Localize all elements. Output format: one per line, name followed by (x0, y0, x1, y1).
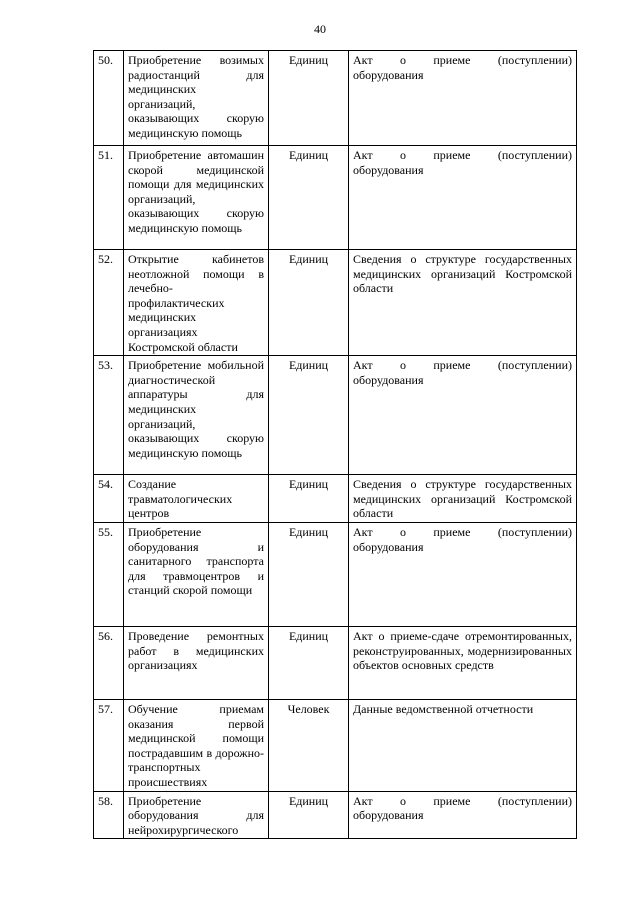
indicators-table (93, 50, 577, 839)
row-number: 53. (94, 356, 124, 475)
row-number: 55. (94, 522, 124, 626)
row-number: 52. (94, 250, 124, 356)
indicator-name: Создание травматологических центров (124, 475, 269, 523)
unit-of-measure: Человек (269, 699, 349, 791)
indicator-name: Приобретение оборудования для нейрохирургического (124, 791, 269, 839)
row-number: 50. (94, 51, 124, 146)
table-row (94, 51, 577, 146)
table-row (94, 475, 577, 523)
table-row (94, 250, 577, 356)
table-row (94, 146, 577, 250)
table-row (94, 791, 577, 839)
unit-of-measure: Единиц (269, 475, 349, 523)
source-document: Акт о приеме (поступлении) оборудования (349, 146, 577, 250)
indicator-name: Проведение ремонтных работ в медицинских организациях (124, 626, 269, 699)
source-document: Данные ведомственной отчетности (349, 699, 577, 791)
source-document: Акт о приеме (поступлении) оборудования (349, 522, 577, 626)
table-row (94, 356, 577, 475)
row-number: 57. (94, 699, 124, 791)
source-document: Акт о приеме (поступлении) оборудования (349, 791, 577, 839)
table-row (94, 522, 577, 626)
row-number: 58. (94, 791, 124, 839)
indicator-name: Приобретение возимых радиостанций для медицинских организаций, оказывающих скорую медицинскую помощь (124, 51, 269, 146)
table-row (94, 699, 577, 791)
unit-of-measure: Единиц (269, 250, 349, 356)
source-document: Сведения о структуре государственных медицинских организаций Костромской области (349, 250, 577, 356)
unit-of-measure: Единиц (269, 522, 349, 626)
unit-of-measure: Единиц (269, 146, 349, 250)
unit-of-measure: Единиц (269, 791, 349, 839)
indicator-name: Открытие кабинетов неотложной помощи в лечебно-профилактических медицинских организациях Костромской области (124, 250, 269, 356)
row-number: 51. (94, 146, 124, 250)
indicator-name: Приобретение автомашин скорой медицинской помощи для медицинских организаций, оказывающих скорую медицинскую помощь (124, 146, 269, 250)
page-number: 40 (314, 22, 326, 36)
indicator-name: Обучение приемам оказания первой медицинской помощи пострадавшим в дорожно-транспортных происшествиях (124, 699, 269, 791)
source-document: Акт о приеме-сдаче отремонтированных, реконструированных, модернизированных объектов основных средств (349, 626, 577, 699)
source-document: Сведения о структуре государственных медицинских организаций Костромской области (349, 475, 577, 523)
table-row (94, 626, 577, 699)
unit-of-measure: Единиц (269, 626, 349, 699)
indicator-name: Приобретение оборудования и санитарного транспорта для травмоцентров и станций скорой помощи (124, 522, 269, 626)
indicator-name: Приобретение мобильной диагностической аппаратуры для медицинских организаций, оказывающих скорую медицинскую помощь (124, 356, 269, 475)
unit-of-measure: Единиц (269, 51, 349, 146)
source-document: Акт о приеме (поступлении) оборудования (349, 356, 577, 475)
source-document: Акт о приеме (поступлении) оборудования (349, 51, 577, 146)
unit-of-measure: Единиц (269, 356, 349, 475)
row-number: 56. (94, 626, 124, 699)
row-number: 54. (94, 475, 124, 523)
